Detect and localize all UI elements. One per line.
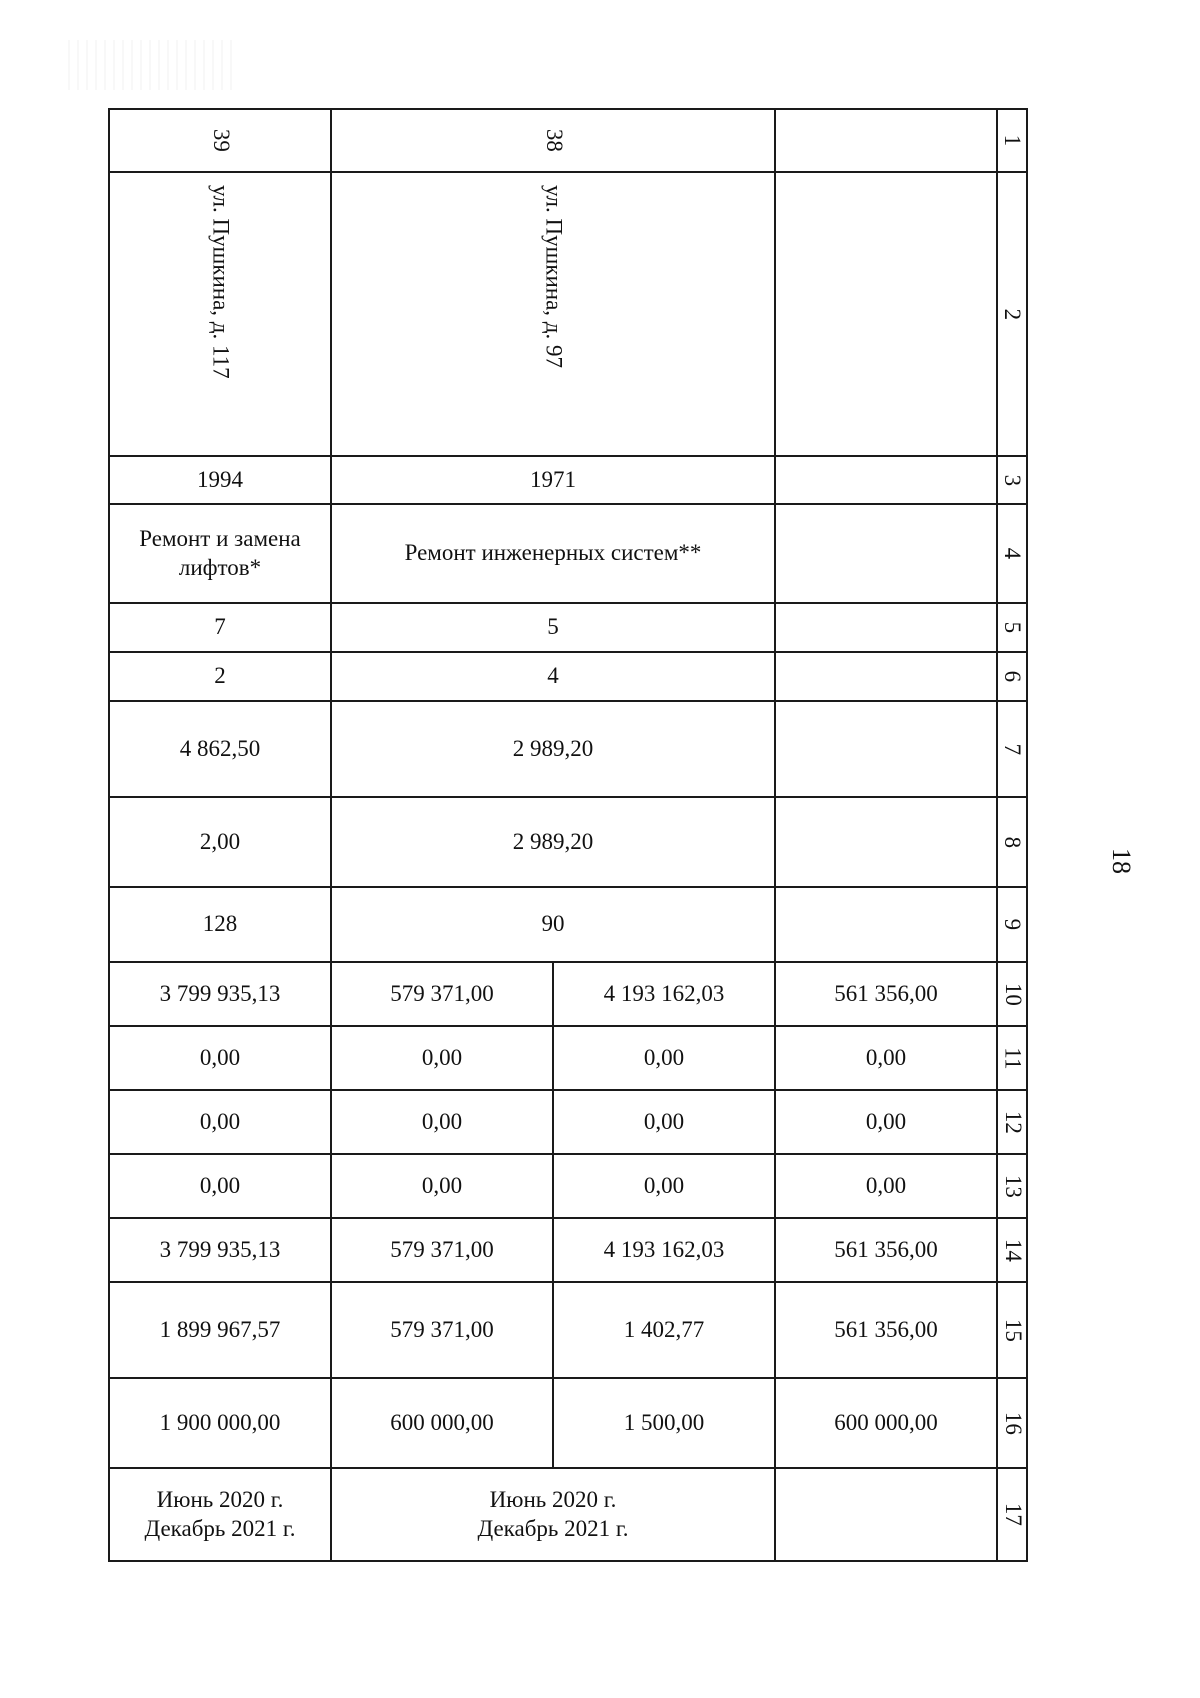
- table-row: [109, 1282, 1027, 1378]
- value-cell: 7: [109, 603, 331, 652]
- value-cell: 2,00: [109, 797, 331, 887]
- value-cell: 0,00: [331, 1090, 553, 1154]
- period-cell: [109, 1468, 331, 1561]
- column-number: 13: [997, 1154, 1027, 1218]
- value-cell: 561 356,00: [775, 1218, 997, 1282]
- column-number: 15: [997, 1282, 1027, 1378]
- value-cell: 0,00: [553, 1154, 775, 1218]
- value-cell: 0,00: [109, 1090, 331, 1154]
- column-number: 11: [997, 1026, 1027, 1090]
- empty-cell: [775, 456, 997, 504]
- year-cell: 1971: [331, 456, 775, 504]
- period-end: Декабрь 2021 г.: [144, 1515, 296, 1541]
- table-row: [109, 652, 1027, 701]
- column-number: 1: [997, 109, 1027, 172]
- column-number: 17: [997, 1468, 1027, 1561]
- value-cell: 1 899 967,57: [109, 1282, 331, 1378]
- column-number: 9: [997, 887, 1027, 962]
- value-cell: 0,00: [331, 1026, 553, 1090]
- value-cell: 3 799 935,13: [109, 1218, 331, 1282]
- table-row: [109, 456, 1027, 504]
- value-cell: 5: [331, 603, 775, 652]
- value-cell: 4 193 162,03: [553, 1218, 775, 1282]
- column-number: 8: [997, 797, 1027, 887]
- address-cell: ул. Пушкина, д. 117: [109, 172, 331, 456]
- value-cell: 90: [331, 887, 775, 962]
- entry-number-cell: 38: [331, 109, 775, 172]
- table-row: [109, 172, 1027, 456]
- column-number: 3: [997, 456, 1027, 504]
- period-cell: [331, 1468, 775, 1561]
- value-cell: 561 356,00: [775, 962, 997, 1026]
- work-type-cell: Ремонт инженерных систем**: [331, 504, 775, 603]
- value-cell: 0,00: [109, 1154, 331, 1218]
- value-cell: 2 989,20: [331, 701, 775, 797]
- value-cell: 2: [109, 652, 331, 701]
- value-cell: 2 989,20: [331, 797, 775, 887]
- year-cell: 1994: [109, 456, 331, 504]
- value-cell: 4 862,50: [109, 701, 331, 797]
- repair-program-table: [108, 108, 1028, 1562]
- column-number: 4: [997, 504, 1027, 603]
- scan-smudge: [68, 40, 238, 90]
- period-start: Июнь 2020 г.: [156, 1486, 284, 1512]
- value-cell: 4: [331, 652, 775, 701]
- value-cell: 128: [109, 887, 331, 962]
- address-cell: ул. Пушкина, д. 97: [331, 172, 775, 456]
- empty-cell: [775, 701, 997, 797]
- value-cell: 0,00: [775, 1026, 997, 1090]
- table-row: [109, 504, 1027, 603]
- empty-cell: [775, 603, 997, 652]
- table-row: [109, 1090, 1027, 1154]
- table-row: [109, 1026, 1027, 1090]
- table-row: [109, 797, 1027, 887]
- period-end: Декабрь 2021 г.: [477, 1515, 629, 1541]
- empty-cell: [775, 172, 997, 456]
- value-cell: 579 371,00: [331, 1218, 553, 1282]
- value-cell: 4 193 162,03: [553, 962, 775, 1026]
- column-number: 14: [997, 1218, 1027, 1282]
- table-row: [109, 887, 1027, 962]
- value-cell: 0,00: [775, 1090, 997, 1154]
- column-number: 7: [997, 701, 1027, 797]
- column-number: 12: [997, 1090, 1027, 1154]
- value-cell: 1 402,77: [553, 1282, 775, 1378]
- column-number: 2: [997, 172, 1027, 456]
- value-cell: 561 356,00: [775, 1282, 997, 1378]
- empty-cell: [775, 109, 997, 172]
- column-number: 5: [997, 603, 1027, 652]
- value-cell: 0,00: [553, 1090, 775, 1154]
- table-row: [109, 109, 1027, 172]
- empty-cell: [775, 797, 997, 887]
- column-number: 10: [997, 962, 1027, 1026]
- value-cell: 1 500,00: [553, 1378, 775, 1468]
- table-row: [109, 1154, 1027, 1218]
- table-row: [109, 1378, 1027, 1468]
- value-cell: 600 000,00: [331, 1378, 553, 1468]
- empty-cell: [775, 887, 997, 962]
- table-row: [109, 701, 1027, 797]
- table-row: [109, 1468, 1027, 1561]
- value-cell: 0,00: [109, 1026, 331, 1090]
- table-row: [109, 962, 1027, 1026]
- value-cell: 579 371,00: [331, 962, 553, 1026]
- value-cell: 579 371,00: [331, 1282, 553, 1378]
- work-type-cell: Ремонт и замена лифтов*: [109, 504, 331, 603]
- value-cell: 0,00: [775, 1154, 997, 1218]
- table-row: [109, 603, 1027, 652]
- column-number: 6: [997, 652, 1027, 701]
- value-cell: 1 900 000,00: [109, 1378, 331, 1468]
- value-cell: 0,00: [553, 1026, 775, 1090]
- empty-cell: [775, 504, 997, 603]
- page-number: 18: [1107, 848, 1136, 874]
- period-start: Июнь 2020 г.: [489, 1486, 617, 1512]
- value-cell: 600 000,00: [775, 1378, 997, 1468]
- table-row: [109, 1218, 1027, 1282]
- empty-cell: [775, 652, 997, 701]
- value-cell: 0,00: [331, 1154, 553, 1218]
- empty-cell: [775, 1468, 997, 1561]
- column-number: 16: [997, 1378, 1027, 1468]
- entry-number-cell: 39: [109, 109, 331, 172]
- value-cell: 3 799 935,13: [109, 962, 331, 1026]
